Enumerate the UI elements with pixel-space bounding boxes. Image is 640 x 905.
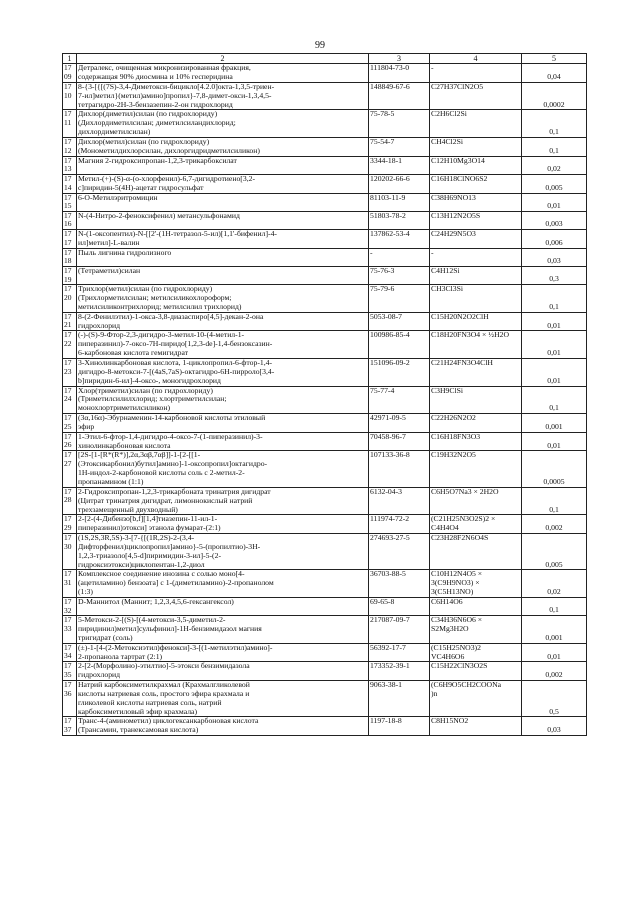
table-row	[63, 285, 587, 313]
row-number: 1713	[63, 156, 77, 174]
limit-value: 0,02	[522, 570, 587, 598]
table-row	[63, 597, 587, 615]
substance-name: Дихлор(метил)силан (по гидрохлориду) (Монометилдихлорсилан, дихлоргидридметилсиликон)	[77, 137, 369, 156]
row-number: 1735	[63, 662, 77, 681]
substance-name: D-Маннитол (Маннит; 1,2,3,4,5,6-гексангексол)	[77, 597, 369, 615]
table-row	[63, 515, 587, 534]
row-number: 1718	[63, 248, 77, 266]
cas-number: 81103-11-9	[369, 193, 430, 211]
limit-value: 0,001	[522, 616, 587, 644]
chemical-formula: C12H10Mg3O14	[430, 156, 522, 174]
column-header: 1	[63, 54, 77, 64]
chemical-formula: C10H12N4O5 × 3(C9H9NO3) × 3(C5H13NO)	[430, 570, 522, 598]
limit-value: 0,03	[522, 717, 587, 736]
table-row	[63, 643, 587, 662]
chemical-formula: C3H9ClSi	[430, 386, 522, 414]
chemical-formula: C19H32N2O5	[430, 451, 522, 487]
limit-value: 0,1	[522, 597, 587, 615]
substance-name: Трихлор(метил)силан (по гидрохлориду) (Трихлорметилсилан; метилсиликохлороформ; метилсиликонтрихлорид; метилсилил трихлорид)	[77, 285, 369, 313]
chemical-formula: C23H28F2N6O4S	[430, 534, 522, 570]
cas-number: 148849-67-6	[369, 82, 430, 110]
row-number: 1720	[63, 285, 77, 313]
row-number: 1726	[63, 432, 77, 451]
table-row	[63, 386, 587, 414]
substance-name: N-(4-Нитро-2-феноксифенил) метансульфонамид	[77, 211, 369, 229]
table-row	[63, 359, 587, 387]
chemical-formula: (C21H25N3O2S)2 × C4H4O4	[430, 515, 522, 534]
limit-value: 0,01	[522, 359, 587, 387]
limit-value: 0,1	[522, 386, 587, 414]
column-header: 3	[369, 54, 430, 64]
cas-number: 36703-88-5	[369, 570, 430, 598]
table-row	[63, 662, 587, 681]
page-number: 99	[315, 40, 325, 51]
limit-value: 0,3	[522, 267, 587, 285]
substance-name: Детралекс, очищенная микронизированная фракция, содержащая 90% диосмина и 10% гесперидина	[77, 64, 369, 83]
chemical-formula: C16H18FN3O3	[430, 432, 522, 451]
row-number: 1725	[63, 414, 77, 433]
substance-name: (1S,2S,3R,5S)-3-[7-{[(1R,2S)-2-(3,4- Дифторфенил)циклопропил]амино}-5-(пропилтио)-3Н- 1,2,3-триазоло[4,5-d]пиримидин-3-ил]-5-(2- гидроксиэтокси)циклопентан-1,2-диол	[77, 534, 369, 570]
substance-name: (±)-1-[4-(2-Метоксиэтил)фенокси]-3-[(1-метилэтил)амино]- 2-пропанола тартрат (2:1)	[77, 643, 369, 662]
table-row	[63, 312, 587, 331]
table-row	[63, 331, 587, 359]
substance-name: Комплексное соединение инозина с солью моно[4- (ацетиламино) бензоата] с 1-(диметиламино)-2-пропанолом (1:3)	[77, 570, 369, 598]
row-number: 1712	[63, 137, 77, 156]
chemical-formula: C8H15NO2	[430, 717, 522, 736]
substance-name: Хлор(триметил)силан (по гидрохлориду) (Триметилсилилхлорид; хлортриметилсилан; монохлортриметилсиликон)	[77, 386, 369, 414]
limit-value: 0,1	[522, 285, 587, 313]
cas-number: 56392-17-7	[369, 643, 430, 662]
table-row	[63, 432, 587, 451]
chemical-formula: C13H12N2O5S	[430, 211, 522, 229]
chemical-formula: C34H36N6O6 × S2Mg3H2O	[430, 616, 522, 644]
cas-number: 111804-73-0	[369, 64, 430, 83]
substance-name: 1-Этил-6-фтор-1,4-дигидро-4-оксо-7-(1-пиперазинил)-3- хинолинкарбоновая кислота	[77, 432, 369, 451]
row-number: 1722	[63, 331, 77, 359]
substance-name: [2S-[1-[R*(R*)],2α,3αβ,7αβ]]-1-[2-[[1- (Этоксикарбонил)бутил]амино]-1-оксопропил]октагидро- 1Н-индол-2-карбоновой кислоты соль с 2-метил-2- пропанамином (1:1)	[77, 451, 369, 487]
substance-name: 6-О-Метилэритромицин	[77, 193, 369, 211]
cas-number: 120202-66-6	[369, 174, 430, 193]
limit-value: 0,002	[522, 515, 587, 534]
cas-number: 137862-53-4	[369, 230, 430, 249]
column-header: 4	[430, 54, 522, 64]
chemical-formula: C27H37ClN2O5	[430, 82, 522, 110]
limit-value: 0,005	[522, 174, 587, 193]
chemical-formula: -	[430, 248, 522, 266]
chemical-formula: C24H29N5O3	[430, 230, 522, 249]
chemical-formula: C38H69NO13	[430, 193, 522, 211]
limit-value: 0,005	[522, 534, 587, 570]
row-number: 1717	[63, 230, 77, 249]
substance-name: 3-Хинолинкарбоновая кислота, 1-циклопропил-6-фтор-1,4- дигидро-8-метокси-7-[(4aS,7aS)-октагидро-6Н-пирроло[3,4- b]пиридин-6-ил]-4-оксо-, моногидрохлорид	[77, 359, 369, 387]
row-number: 1716	[63, 211, 77, 229]
substance-name: Пыль лигнина гидролизного	[77, 248, 369, 266]
chemical-formula: C15H22ClN3O2S	[430, 662, 522, 681]
column-header: 5	[522, 54, 587, 64]
table-row	[63, 487, 587, 515]
column-header: 2	[77, 54, 369, 64]
table-row	[63, 414, 587, 433]
substance-name: Метил-(+)-(S)-α-(о-хлорфенил)-6,7-дигидротиено[3,2- с]пиридин-5(4Н)-ацетат гидросульфат	[77, 174, 369, 193]
chemical-formula: CH3Cl3Si	[430, 285, 522, 313]
chemical-formula: C18H20FN3O4 × ½H2O	[430, 331, 522, 359]
limit-value: 0,002	[522, 662, 587, 681]
table-row	[63, 248, 587, 266]
cas-number: 9063-38-1	[369, 681, 430, 717]
cas-number: 151096-09-2	[369, 359, 430, 387]
table-body	[63, 64, 587, 736]
row-number: 1737	[63, 717, 77, 736]
row-number: 1734	[63, 643, 77, 662]
row-number: 1723	[63, 359, 77, 387]
table-row	[63, 717, 587, 736]
row-number: 1715	[63, 193, 77, 211]
row-number: 1728	[63, 487, 77, 515]
cas-number: 274693-27-5	[369, 534, 430, 570]
row-number: 1709	[63, 64, 77, 83]
limit-value: 0,003	[522, 211, 587, 229]
cas-number: 111974-72-2	[369, 515, 430, 534]
limit-value: 0,04	[522, 64, 587, 83]
substance-name: 2-[2-(Морфолино)-этилтио]-5-этокси бензимидазола гидрохлорид	[77, 662, 369, 681]
chemical-formula: C21H24FN3O4ClH	[430, 359, 522, 387]
table-row	[63, 137, 587, 156]
cas-number: 3344-18-1	[369, 156, 430, 174]
substance-name: (Тетраметил)силан	[77, 267, 369, 285]
chemical-formula: C4H12Si	[430, 267, 522, 285]
substance-name: 2-[2-(4-Дибензо[b,f][1,4]тиазепин-11-ил-1- пиперазинил)этокси] этанола фумарат-(2:1)	[77, 515, 369, 534]
substance-name: 8-(2-Фенилэтил)-1-окса-3,8-диазаспиро[4,5]-декан-2-она гидрохлорид	[77, 312, 369, 331]
substance-name: Натрий карбоксиметилкрахмал (Крахмалгликолевой кислоты натриевая соль, простого эфира крахмала и гликолевой кислоты натриевая соль, натрий карбоксиметиловый эфир крахмала)	[77, 681, 369, 717]
substance-name: 2-Гидроксипропан-1,2,3-трикарбоната тринатрия дигидрат (Цитрат тринатрия дигидрат, лимоннокислый натрий трехзамещенный двухводный)	[77, 487, 369, 515]
row-number: 1729	[63, 515, 77, 534]
table-row	[63, 616, 587, 644]
limit-value: 0,0002	[522, 82, 587, 110]
table-row	[63, 451, 587, 487]
cas-number: 173352-39-1	[369, 662, 430, 681]
cas-number: 51803-78-2	[369, 211, 430, 229]
cas-number: 75-54-7	[369, 137, 430, 156]
substance-name: Транс-4-(аминометил) циклогексанкарбоновая кислота (Трансамин, транексамовая кислота)	[77, 717, 369, 736]
row-number: 1727	[63, 451, 77, 487]
table-row	[63, 156, 587, 174]
table-row	[63, 174, 587, 193]
row-number: 1711	[63, 110, 77, 138]
cas-number: 6132-04-3	[369, 487, 430, 515]
limit-value: 0,01	[522, 331, 587, 359]
chemical-formula: C22H26N2O2	[430, 414, 522, 433]
substance-name: Магния 2-гидроксипропан-1,2,3-трикарбоксилат	[77, 156, 369, 174]
cas-number: 100986-85-4	[369, 331, 430, 359]
substance-name: (3α,16α)-Эбурнаменин-14-карбоновой кислоты этиловый эфир	[77, 414, 369, 433]
table-row	[63, 82, 587, 110]
chemical-formula: C15H20N2O2ClH	[430, 312, 522, 331]
row-number: 1732	[63, 597, 77, 615]
cas-number: 5053-08-7	[369, 312, 430, 331]
substance-name: N-(1-оксопентил)-N-[[2'-(1Н-тетразол-5-ил)[1,1'-бифенил]-4- ил]метил]-L-валин	[77, 230, 369, 249]
table-row	[63, 534, 587, 570]
limit-value: 0,01	[522, 432, 587, 451]
limit-value: 0,1	[522, 110, 587, 138]
row-number: 1719	[63, 267, 77, 285]
substance-name: Дихлор(диметил)силан (по гидрохлориду) (Дихлордиметилсилан; диметилсиландихлорид; дихлордиметилсилан)	[77, 110, 369, 138]
header-row	[63, 54, 587, 64]
cas-number: 75-76-3	[369, 267, 430, 285]
table-row	[63, 64, 587, 83]
cas-number: 75-78-5	[369, 110, 430, 138]
row-number: 1721	[63, 312, 77, 331]
table-row	[63, 681, 587, 717]
chemical-formula: C2H6Cl2Si	[430, 110, 522, 138]
cas-number: 75-79-6	[369, 285, 430, 313]
limit-value: 0,01	[522, 312, 587, 331]
limit-value: 0,0005	[522, 451, 587, 487]
limit-value: 0,01	[522, 193, 587, 211]
substance-name: (-)-(S)-9-Фтор-2,3-дигидро-3-метил-10-(4-метил-1- пиперазинил)-7-оксо-7Н-пиридо[1,2,3-de]-1,4-бензоксазин- 6-карбоновая кислота гемигидрат	[77, 331, 369, 359]
chemical-formula: C16H18ClNO6S2	[430, 174, 522, 193]
substance-name: 8-{3-[{[(7S)-3,4-Диметокси-бицикло[4.2.0]окта-1,3,5-триен- 7-ил]метил}(метил)амино]пропил}-7,8-димет-окси-1,3,4,5- тетрагидро-2Н-3-бензазепин-2-он гидрохлорид	[77, 82, 369, 110]
table-row	[63, 110, 587, 138]
table-row	[63, 211, 587, 229]
limit-value: 0,1	[522, 487, 587, 515]
limit-value: 0,001	[522, 414, 587, 433]
chemical-formula: CH4Cl2Si	[430, 137, 522, 156]
cas-number: 75-77-4	[369, 386, 430, 414]
table-row	[63, 267, 587, 285]
table-row	[63, 193, 587, 211]
cas-number: 69-65-8	[369, 597, 430, 615]
limit-value: 0,5	[522, 681, 587, 717]
row-number: 1714	[63, 174, 77, 193]
table-row	[63, 570, 587, 598]
limit-value: 0,006	[522, 230, 587, 249]
cas-number: 1197-18-8	[369, 717, 430, 736]
row-number: 1724	[63, 386, 77, 414]
cas-number: 42971-09-5	[369, 414, 430, 433]
limit-value: 0,01	[522, 643, 587, 662]
chemical-formula: (C15H25NO3)2 VC4H6O6	[430, 643, 522, 662]
limit-value: 0,02	[522, 156, 587, 174]
row-number: 1736	[63, 681, 77, 717]
cas-number: 217087-09-7	[369, 616, 430, 644]
limit-value: 0,03	[522, 248, 587, 266]
table-row	[63, 230, 587, 249]
cas-number: 70458-96-7	[369, 432, 430, 451]
chemical-formula: C6H14O6	[430, 597, 522, 615]
cas-number: 107133-36-8	[369, 451, 430, 487]
row-number: 1733	[63, 616, 77, 644]
chemical-formula: -	[430, 64, 522, 83]
substance-name: 5-Метокси-2-[(S)-[(4-метокси-3,5-диметил-2- пиридинил)метил]сульфинил]-1Н-бензимидазол магния тригидрат (соль)	[77, 616, 369, 644]
substances-table	[62, 53, 587, 736]
row-number: 1710	[63, 82, 77, 110]
limit-value: 0,1	[522, 137, 587, 156]
chemical-formula: (C6H9O5CH2COONa )n	[430, 681, 522, 717]
cas-number: -	[369, 248, 430, 266]
chemical-formula: C6H5O7Na3 × 2H2O	[430, 487, 522, 515]
row-number: 1730	[63, 534, 77, 570]
row-number: 1731	[63, 570, 77, 598]
